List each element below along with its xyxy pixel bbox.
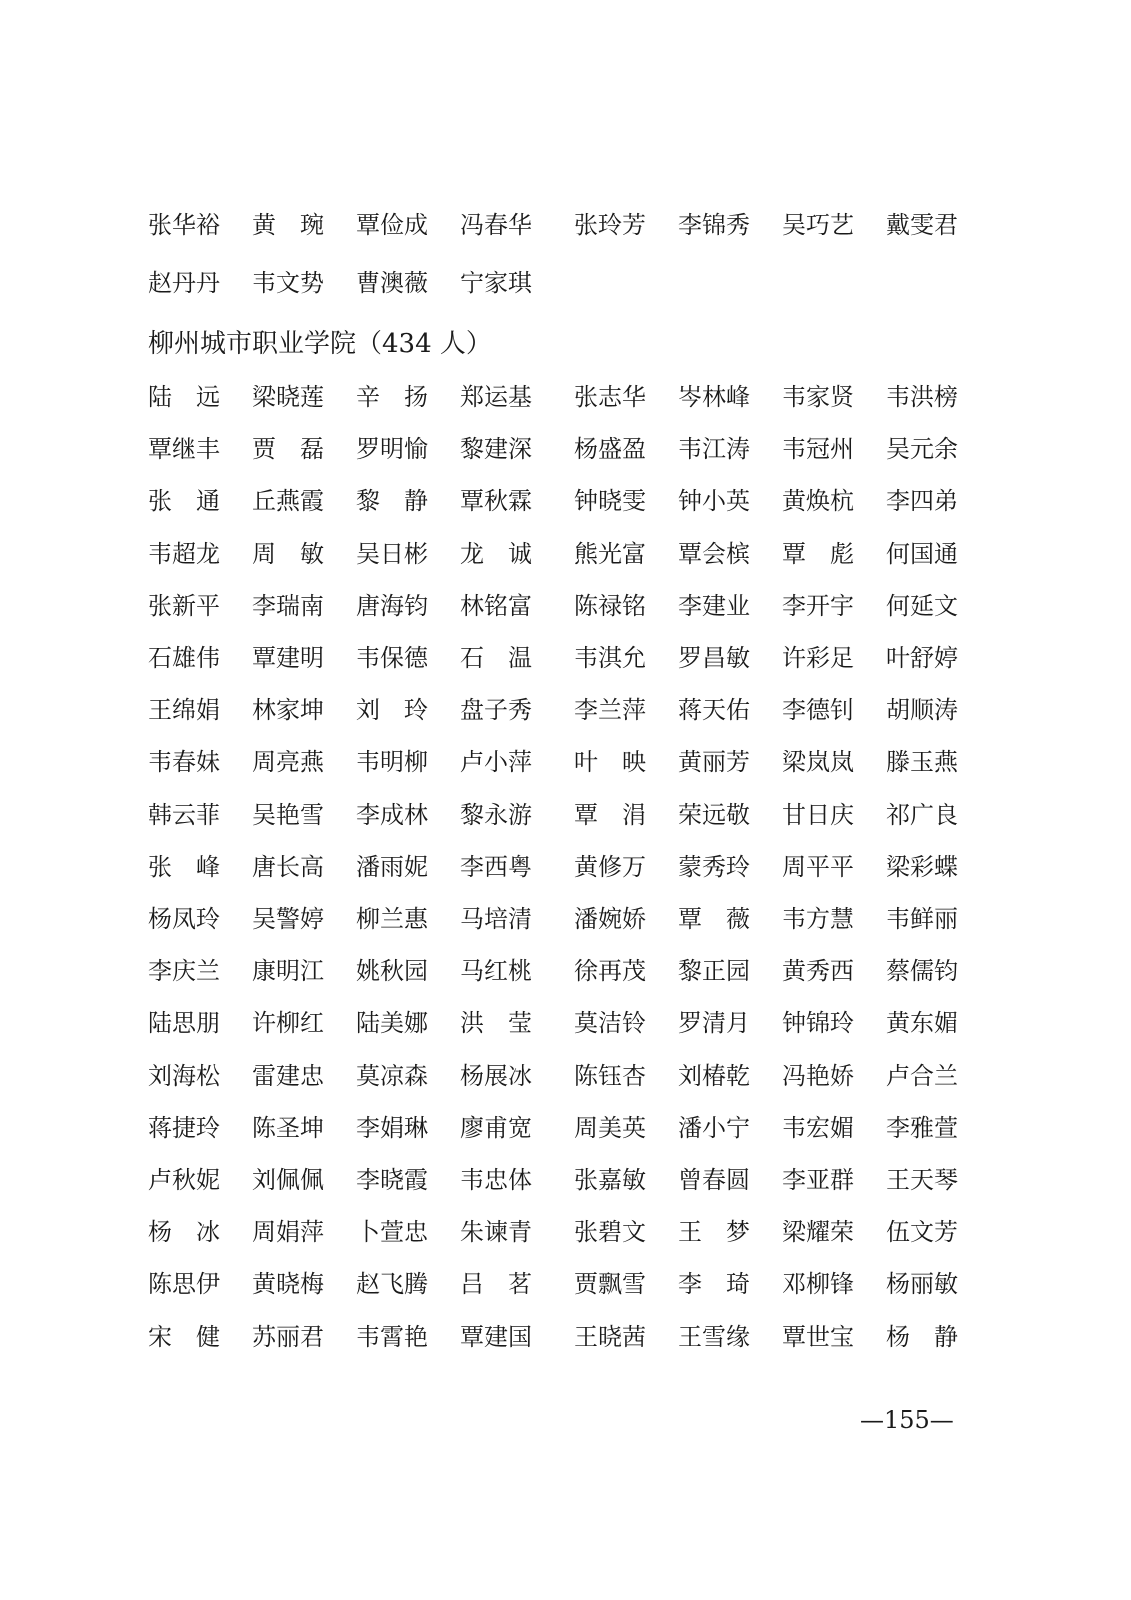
person-name: 甘日庆: [782, 801, 854, 829]
person-name: 周美英: [574, 1114, 646, 1142]
person-name: 梁晓莲: [252, 383, 324, 411]
person-name: 韦鲜丽: [886, 905, 958, 933]
person-name: 吴日彬: [356, 540, 428, 568]
person-name: 钟锦玲: [782, 1009, 854, 1037]
person-name: 张华裕: [148, 211, 220, 239]
person-name: 刘 玲: [356, 696, 428, 724]
person-name: 徐再茂: [574, 957, 646, 985]
person-name: 赵丹丹: [148, 269, 220, 297]
person-name: 卢秋妮: [148, 1166, 220, 1194]
person-name: 冯春华: [460, 211, 532, 239]
person-name: 杨展冰: [460, 1062, 532, 1090]
person-name: 黎永游: [460, 801, 532, 829]
person-name: 蒙秀玲: [678, 853, 750, 881]
person-name: 王晓茜: [574, 1323, 646, 1351]
name-row: [148, 1212, 990, 1252]
person-name: 黄晓梅: [252, 1270, 324, 1298]
page-number: —155—: [860, 1406, 954, 1434]
person-name: 韦春妹: [148, 748, 220, 776]
person-name: 韦洪榜: [886, 383, 958, 411]
person-name: 熊光富: [574, 540, 646, 568]
person-name: 钟小英: [678, 487, 750, 515]
person-name: 陈禄铭: [574, 592, 646, 620]
person-name: 刘椿乾: [678, 1062, 750, 1090]
person-name: 王天琴: [886, 1166, 958, 1194]
person-name: 唐长高: [252, 853, 324, 881]
section-heading: 柳州城市职业学院（434 人）: [148, 329, 492, 359]
person-name: 罗清月: [678, 1009, 750, 1037]
person-name: 龙 诚: [460, 540, 532, 568]
person-name: 韦超龙: [148, 540, 220, 568]
person-name: 蒋捷玲: [148, 1114, 220, 1142]
person-name: 黎建深: [460, 435, 532, 463]
person-name: 杨 冰: [148, 1218, 220, 1246]
person-name: 李四弟: [886, 487, 958, 515]
person-name: 郑运基: [460, 383, 532, 411]
name-row: [148, 1317, 990, 1357]
person-name: 王雪缘: [678, 1323, 750, 1351]
person-name: 罗明愉: [356, 435, 428, 463]
person-name: 韦文势: [252, 269, 324, 297]
name-row: [148, 742, 990, 782]
name-row: [148, 586, 990, 626]
person-name: 许柳红: [252, 1009, 324, 1037]
person-name: 韦宏媚: [782, 1114, 854, 1142]
person-name: 吴警婷: [252, 905, 324, 933]
person-name: 李娟琳: [356, 1114, 428, 1142]
person-name: 陈圣坤: [252, 1114, 324, 1142]
person-name: 唐海钧: [356, 592, 428, 620]
person-name: 王绵娟: [148, 696, 220, 724]
person-name: 黄秀西: [782, 957, 854, 985]
person-name: 韦冠州: [782, 435, 854, 463]
person-name: 莫凉森: [356, 1062, 428, 1090]
person-name: 李兰萍: [574, 696, 646, 724]
person-name: 苏丽君: [252, 1323, 324, 1351]
person-name: 李西粤: [460, 853, 532, 881]
person-name: 刘海松: [148, 1062, 220, 1090]
person-name: 洪 莹: [460, 1009, 532, 1037]
person-name: 雷建忠: [252, 1062, 324, 1090]
person-name: 覃世宝: [782, 1323, 854, 1351]
person-name: 李瑞南: [252, 592, 324, 620]
name-row: [148, 1003, 990, 1043]
person-name: 卢小萍: [460, 748, 532, 776]
person-name: 李锦秀: [678, 211, 750, 239]
person-name: 周平平: [782, 853, 854, 881]
person-name: 张志华: [574, 383, 646, 411]
person-name: 祁广良: [886, 801, 958, 829]
person-name: 蒋天佑: [678, 696, 750, 724]
person-name: 韦忠体: [460, 1166, 532, 1194]
person-name: 何延文: [886, 592, 958, 620]
person-name: 戴雯君: [886, 211, 958, 239]
person-name: 蔡儒钧: [886, 957, 958, 985]
person-name: 韦方慧: [782, 905, 854, 933]
person-name: 罗昌敏: [678, 644, 750, 672]
person-name: 黄修万: [574, 853, 646, 881]
person-name: 李成林: [356, 801, 428, 829]
name-row: [148, 1056, 990, 1096]
person-name: 杨 静: [886, 1323, 958, 1351]
person-name: 陈钰杏: [574, 1062, 646, 1090]
person-name: 黄东媚: [886, 1009, 958, 1037]
person-name: 韦江涛: [678, 435, 750, 463]
person-name: 黄焕杭: [782, 487, 854, 515]
person-name: 叶舒婷: [886, 644, 958, 672]
person-name: 周亮燕: [252, 748, 324, 776]
person-name: 林铭富: [460, 592, 532, 620]
person-name: 李雅萱: [886, 1114, 958, 1142]
person-name: 张新平: [148, 592, 220, 620]
person-name: 康明江: [252, 957, 324, 985]
person-name: 荣远敬: [678, 801, 750, 829]
person-name: 曹澳薇: [356, 269, 428, 297]
person-name: 贾 磊: [252, 435, 324, 463]
person-name: 钟晓雯: [574, 487, 646, 515]
person-name: 邓柳锋: [782, 1270, 854, 1298]
person-name: 岑林峰: [678, 383, 750, 411]
person-name: 张玲芳: [574, 211, 646, 239]
name-row: [148, 481, 990, 521]
person-name: 何国通: [886, 540, 958, 568]
person-name: 韦霄艳: [356, 1323, 428, 1351]
person-name: 李晓霞: [356, 1166, 428, 1194]
person-name: 梁耀荣: [782, 1218, 854, 1246]
name-row: [148, 1108, 990, 1148]
person-name: 张碧文: [574, 1218, 646, 1246]
person-name: 张嘉敏: [574, 1166, 646, 1194]
person-name: 覃会槟: [678, 540, 750, 568]
name-row: [148, 377, 990, 417]
person-name: 周娟萍: [252, 1218, 324, 1246]
person-name: 姚秋园: [356, 957, 428, 985]
person-name: 陈思伊: [148, 1270, 220, 1298]
name-row: [148, 899, 990, 939]
person-name: 覃 涓: [574, 801, 646, 829]
person-name: 覃秋霖: [460, 487, 532, 515]
person-name: 张 通: [148, 487, 220, 515]
person-name: 黄丽芳: [678, 748, 750, 776]
name-row: [148, 1264, 990, 1304]
name-row: [148, 795, 990, 835]
name-row: [148, 205, 990, 245]
person-name: 石 温: [460, 644, 532, 672]
name-row: [148, 1160, 990, 1200]
person-name: 李德钊: [782, 696, 854, 724]
person-name: 黎正园: [678, 957, 750, 985]
person-name: 张 峰: [148, 853, 220, 881]
person-name: 韦淇允: [574, 644, 646, 672]
person-name: 胡顺涛: [886, 696, 958, 724]
person-name: 吕 茗: [460, 1270, 532, 1298]
person-name: 贾飘雪: [574, 1270, 646, 1298]
person-name: 宋 健: [148, 1323, 220, 1351]
person-name: 梁岚岚: [782, 748, 854, 776]
name-row: [148, 534, 990, 574]
person-name: 刘佩佩: [252, 1166, 324, 1194]
person-name: 陆 远: [148, 383, 220, 411]
person-name: 覃建明: [252, 644, 324, 672]
person-name: 李亚群: [782, 1166, 854, 1194]
person-name: 赵飞腾: [356, 1270, 428, 1298]
person-name: 梁彩蝶: [886, 853, 958, 881]
person-name: 陆思朋: [148, 1009, 220, 1037]
person-name: 潘婉娇: [574, 905, 646, 933]
name-row: [148, 690, 990, 730]
person-name: 李开宇: [782, 592, 854, 620]
person-name: 吴元余: [886, 435, 958, 463]
person-name: 杨丽敏: [886, 1270, 958, 1298]
name-row: [148, 951, 990, 991]
person-name: 许彩足: [782, 644, 854, 672]
person-name: 李建业: [678, 592, 750, 620]
name-row: [148, 263, 574, 303]
person-name: 马培清: [460, 905, 532, 933]
name-row: [148, 429, 990, 469]
person-name: 覃 彪: [782, 540, 854, 568]
person-name: 潘小宁: [678, 1114, 750, 1142]
person-name: 曾春圆: [678, 1166, 750, 1194]
person-name: 王 梦: [678, 1218, 750, 1246]
person-name: 吴艳雪: [252, 801, 324, 829]
person-name: 杨盛盈: [574, 435, 646, 463]
person-name: 盘子秀: [460, 696, 532, 724]
person-name: 叶 映: [574, 748, 646, 776]
person-name: 滕玉燕: [886, 748, 958, 776]
person-name: 李庆兰: [148, 957, 220, 985]
person-name: 杨凤玲: [148, 905, 220, 933]
person-name: 马红桃: [460, 957, 532, 985]
person-name: 韩云菲: [148, 801, 220, 829]
person-name: 伍文芳: [886, 1218, 958, 1246]
person-name: 吴巧艺: [782, 211, 854, 239]
person-name: 韦明柳: [356, 748, 428, 776]
person-name: 黎 静: [356, 487, 428, 515]
person-name: 石雄伟: [148, 644, 220, 672]
person-name: 冯艳娇: [782, 1062, 854, 1090]
person-name: 陆美娜: [356, 1009, 428, 1037]
person-name: 覃 薇: [678, 905, 750, 933]
name-row: [148, 847, 990, 887]
person-name: 辛 扬: [356, 383, 428, 411]
person-name: 朱谏青: [460, 1218, 532, 1246]
person-name: 廖甫宽: [460, 1114, 532, 1142]
person-name: 黄 琬: [252, 211, 324, 239]
person-name: 卜萱忠: [356, 1218, 428, 1246]
person-name: 宁家琪: [460, 269, 532, 297]
person-name: 潘雨妮: [356, 853, 428, 881]
name-row: [148, 638, 990, 678]
person-name: 李 琦: [678, 1270, 750, 1298]
person-name: 柳兰惠: [356, 905, 428, 933]
person-name: 覃继丰: [148, 435, 220, 463]
person-name: 韦家贤: [782, 383, 854, 411]
person-name: 莫洁铃: [574, 1009, 646, 1037]
person-name: 丘燕霞: [252, 487, 324, 515]
person-name: 韦保德: [356, 644, 428, 672]
person-name: 周 敏: [252, 540, 324, 568]
person-name: 卢合兰: [886, 1062, 958, 1090]
person-name: 覃建国: [460, 1323, 532, 1351]
person-name: 林家坤: [252, 696, 324, 724]
person-name: 覃俭成: [356, 211, 428, 239]
